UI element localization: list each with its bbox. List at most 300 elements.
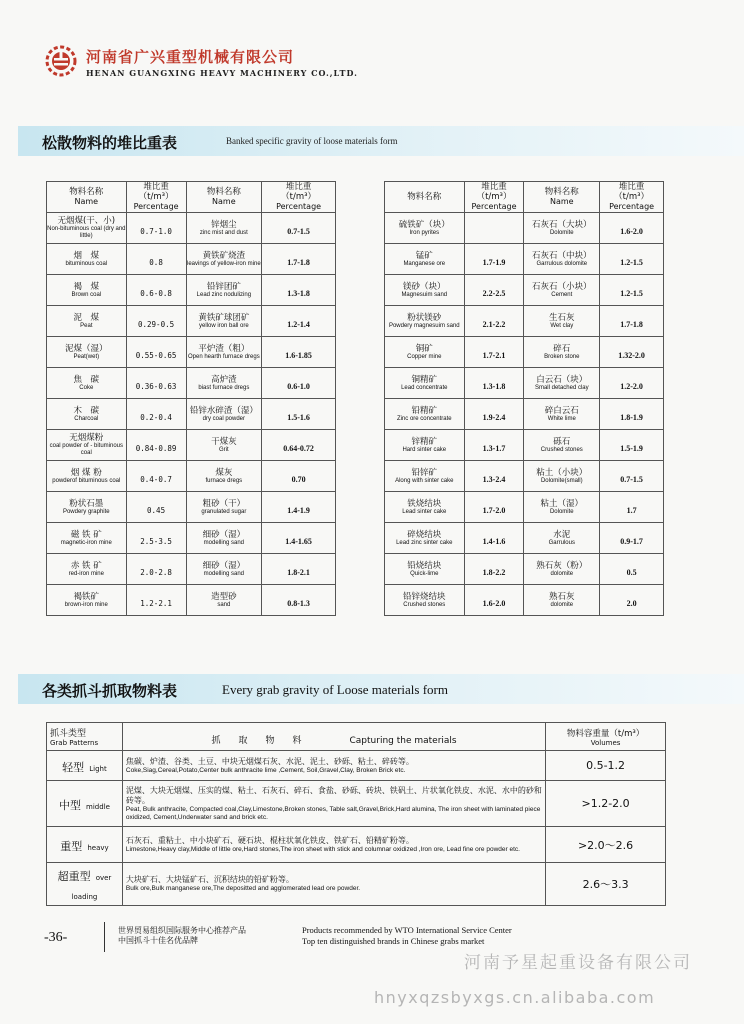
gravity-value-cell bbox=[126, 275, 186, 306]
gravity-value: 2.0 bbox=[626, 598, 637, 608]
gravity-value: 1.2-2.1 bbox=[140, 598, 172, 608]
material-name-cn: 硫铁矿（块） bbox=[398, 219, 450, 230]
gravity-value: 0.7-1.0 bbox=[140, 226, 172, 236]
grab-type-cell bbox=[47, 781, 123, 827]
material-name-cell bbox=[186, 430, 262, 461]
gravity-value: 0.2-0.4 bbox=[140, 412, 172, 422]
gravity-value: 1.2-1.5 bbox=[620, 288, 643, 298]
gravity-value-cell bbox=[600, 523, 664, 554]
gravity-value-cell bbox=[600, 275, 664, 306]
footer-cn bbox=[118, 926, 246, 946]
material-name-cell bbox=[186, 399, 262, 430]
material-name-cn: 白云石（块） bbox=[536, 374, 588, 385]
gravity-value-cell bbox=[126, 213, 186, 244]
table-row bbox=[385, 430, 664, 461]
material-name-cell bbox=[385, 244, 465, 275]
gravity-value-cell bbox=[464, 430, 524, 461]
material-name-cn: 粉状镁砂 bbox=[407, 312, 442, 323]
material-name-cn: 黄铁矿球团矿 bbox=[198, 312, 250, 323]
gravity-value: 0.4-0.7 bbox=[140, 474, 172, 484]
gravity-value-cell bbox=[600, 554, 664, 585]
material-name-cn: 碎烧结块 bbox=[407, 529, 442, 540]
material-name-cn: 熟石灰 bbox=[549, 591, 575, 602]
material-name-en: red-iron mine bbox=[68, 570, 104, 577]
company-name-en: HENAN GUANGXING HEAVY MACHINERY CO.,LTD. bbox=[86, 68, 358, 78]
material-name-cn: 高炉渣 bbox=[211, 374, 237, 385]
grab-type-cn: 中型 bbox=[58, 799, 81, 812]
material-name-cn: 铅锌水碎渣（湿） bbox=[189, 405, 258, 416]
material-name-cn: 黄铁矿烧渣 bbox=[202, 250, 246, 261]
gravity-value: 1.8-2.2 bbox=[482, 567, 506, 577]
material-name-en: bituminous coal bbox=[65, 260, 108, 267]
table-row bbox=[47, 751, 666, 781]
material-name-cell bbox=[47, 523, 127, 554]
table-row bbox=[385, 585, 664, 616]
gravity-value: 0.8-1.3 bbox=[287, 598, 310, 608]
material-name-cell bbox=[524, 461, 600, 492]
gravity-value: 1.7-2.0 bbox=[482, 505, 506, 515]
table-row bbox=[385, 244, 664, 275]
material-name-en: dry coal powder bbox=[202, 415, 246, 422]
gravity-value-cell bbox=[464, 244, 524, 275]
gravity-value-cell bbox=[600, 337, 664, 368]
materials-en: Coke,Siag,Cereal,Potato,Center bulk anthracite lime ,Cement, Soil,Gravel,Clay, Broken Brick etc. bbox=[125, 766, 406, 774]
material-name-cell bbox=[524, 430, 600, 461]
grab-type-cn: 轻型 bbox=[62, 761, 85, 774]
material-name-cn: 镁砂（块） bbox=[403, 281, 446, 292]
gravity-value: 0.55-0.65 bbox=[135, 350, 177, 360]
material-name-cn: 铅锌烧结块 bbox=[403, 591, 446, 602]
header-name: 物料名称 Name bbox=[47, 182, 127, 213]
table-header-row bbox=[47, 723, 666, 751]
gravity-value-cell bbox=[600, 399, 664, 430]
grab-type-cell bbox=[47, 751, 123, 781]
gravity-value: 1.6-2.0 bbox=[620, 226, 643, 236]
right-gravity-table bbox=[384, 181, 664, 616]
footer-en bbox=[302, 925, 512, 947]
materials-cn: 焦碳、炉渣、谷类、土豆、中块无烟煤石灰、水泥、泥土、砂砾、粘土、碎砖等。 bbox=[125, 756, 414, 766]
gravity-value-cell bbox=[464, 399, 524, 430]
gravity-value: 1.6-2.0 bbox=[482, 598, 506, 608]
material-name-cn: 粘土（湿） bbox=[540, 498, 584, 509]
watermark-url: hnyxqzsbyxgs.cn.alibaba.com bbox=[374, 988, 656, 1007]
material-name-en: coal powder of - bituminous coal bbox=[49, 443, 123, 456]
gravity-value-cell bbox=[464, 213, 524, 244]
header-name: 物料名称 Name bbox=[524, 182, 600, 213]
volume-cell: >1.2-2.0 bbox=[546, 781, 666, 827]
materials-cell bbox=[122, 751, 545, 781]
material-name-cell bbox=[186, 523, 262, 554]
material-name-en: Peat bbox=[80, 322, 93, 329]
material-name-en: Copper mine bbox=[407, 353, 442, 360]
material-name-cell bbox=[47, 399, 127, 430]
gravity-value: 1.7-1.8 bbox=[620, 319, 643, 329]
material-name-en: Brown coal bbox=[71, 291, 102, 298]
material-name-cell bbox=[186, 554, 262, 585]
material-name-en: Small detached clay bbox=[534, 384, 589, 391]
volume-cell: >2.0～2.6 bbox=[546, 827, 666, 863]
material-name-en: magnetic-iron mine bbox=[60, 539, 112, 546]
material-name-en: dolomite bbox=[550, 601, 574, 608]
material-name-cn: 干煤灰 bbox=[211, 436, 237, 447]
material-name-en: leavings of yellow-iron mine bbox=[186, 260, 261, 267]
materials-cn: 大块矿石、大块锰矿石、沉积结块的铅矿粉等。 bbox=[125, 875, 294, 884]
grab-type-cell bbox=[47, 827, 123, 863]
gravity-value-cell bbox=[262, 554, 336, 585]
material-name-cell bbox=[385, 492, 465, 523]
header-grab-patterns: 抓斗类型 Grab Patterns bbox=[47, 723, 123, 751]
footer-cn-line2: 中国抓斗十佳名优品牌 bbox=[118, 936, 198, 945]
material-name-en: Quick-lime bbox=[410, 570, 439, 577]
material-name-cell bbox=[47, 430, 127, 461]
material-name-cn: 细砂（湿） bbox=[202, 560, 246, 571]
table-row bbox=[47, 827, 666, 863]
header-percentage: 堆比重 （t/m³） Percentage bbox=[464, 182, 524, 213]
gravity-value-cell bbox=[126, 461, 186, 492]
gravity-value-cell bbox=[126, 585, 186, 616]
material-name-en: Coke bbox=[79, 384, 94, 391]
gravity-value: 0.5 bbox=[626, 567, 637, 577]
gravity-value-cell bbox=[464, 337, 524, 368]
gravity-value: 0.8 bbox=[149, 257, 163, 267]
grab-type-en: heavy bbox=[87, 844, 109, 852]
gravity-value: 0.36-0.63 bbox=[135, 381, 177, 391]
gravity-value-cell bbox=[262, 523, 336, 554]
material-name-en: Crushed stones bbox=[540, 446, 583, 453]
materials-en: Peat, Bulk anthracite, Compacted coal,Clay,Limestone,Broken stones, Table salt,Gravel,Brick,Hard alumina, The iron sheet with laminated piece oxidized, Cement,Underwater sand and brick etc. bbox=[125, 805, 541, 821]
header-name: 物料名称 bbox=[385, 182, 465, 213]
material-name-cell bbox=[524, 306, 600, 337]
gravity-value: 1.32-2.0 bbox=[618, 350, 645, 360]
gravity-value-cell bbox=[262, 399, 336, 430]
material-name-en: Manganese ore bbox=[403, 260, 446, 267]
grab-table bbox=[46, 722, 666, 906]
gravity-value-cell bbox=[464, 492, 524, 523]
material-name-cell bbox=[186, 337, 262, 368]
material-name-cn: 褐铁矿 bbox=[73, 591, 100, 602]
material-name-cell bbox=[524, 523, 600, 554]
gear-logo-icon bbox=[44, 44, 78, 78]
material-name-en: yellow iron ball ore bbox=[198, 322, 249, 329]
material-name-cell bbox=[47, 368, 127, 399]
gravity-value-cell bbox=[464, 554, 524, 585]
material-name-cell bbox=[524, 213, 600, 244]
material-name-en: Lead zinc sinter cake bbox=[396, 539, 453, 546]
materials-cell bbox=[122, 863, 545, 906]
page-number: -36- bbox=[44, 930, 68, 945]
gravity-value-cell bbox=[464, 368, 524, 399]
gravity-value: 1.4-1.9 bbox=[287, 505, 310, 515]
material-name-cn: 造型砂 bbox=[211, 591, 237, 602]
material-name-cn: 锌精矿 bbox=[411, 436, 438, 447]
gravity-value-cell bbox=[600, 461, 664, 492]
material-name-cell bbox=[385, 306, 465, 337]
material-name-cell bbox=[385, 461, 465, 492]
material-name-cell bbox=[385, 430, 465, 461]
materials-cn: 石灰石、重粘土、中小块矿石、硬石块、棍柱状氧化铁皮、铁矿石、铅精矿粉等。 bbox=[125, 835, 414, 845]
gravity-value: 1.8-2.1 bbox=[287, 567, 310, 577]
material-name-cell bbox=[47, 275, 127, 306]
header-percentage: 堆比重 （t/m³） Percentage bbox=[600, 182, 664, 213]
material-name-en: Dolomite(small) bbox=[540, 477, 583, 484]
gravity-value: 0.6-1.0 bbox=[287, 381, 310, 391]
material-name-cell bbox=[385, 368, 465, 399]
material-name-cell bbox=[385, 213, 465, 244]
gravity-value-cell bbox=[600, 306, 664, 337]
gravity-value-cell bbox=[262, 461, 336, 492]
table-row bbox=[47, 461, 336, 492]
material-name-cn: 褐 煤 bbox=[73, 281, 100, 292]
section2-title-en: Every grab gravity of Loose materials form bbox=[222, 682, 448, 697]
table-row bbox=[385, 492, 664, 523]
material-name-en: zinc mist and dust bbox=[199, 229, 248, 236]
material-name-en: biast furnace dregs bbox=[198, 384, 250, 391]
grab-type-cell bbox=[47, 863, 123, 906]
table-row bbox=[47, 337, 336, 368]
gravity-value: 0.70 bbox=[291, 474, 306, 484]
header-name: 物料名称 Name bbox=[186, 182, 262, 213]
gravity-value: 0.6-0.8 bbox=[140, 288, 172, 298]
gravity-value: 2.0-2.8 bbox=[140, 567, 172, 577]
watermark-company: 河南予星起重设备有限公司 bbox=[464, 953, 692, 973]
material-name-cell bbox=[186, 368, 262, 399]
table-row bbox=[47, 430, 336, 461]
table-row bbox=[47, 275, 336, 306]
table-row bbox=[47, 523, 336, 554]
material-name-cell bbox=[186, 244, 262, 275]
table-row bbox=[385, 399, 664, 430]
grab-type-en: over loading bbox=[71, 874, 112, 901]
gravity-value-cell bbox=[262, 368, 336, 399]
material-name-cell bbox=[385, 585, 465, 616]
material-name-cn: 铅锌团矿 bbox=[206, 281, 241, 292]
material-name-en: Dolomite bbox=[549, 229, 574, 236]
material-name-en: Magnesuim sand bbox=[401, 291, 448, 298]
gravity-value: 1.3-1.8 bbox=[287, 288, 310, 298]
material-name-cell bbox=[524, 275, 600, 306]
table-row bbox=[47, 781, 666, 827]
footer-cn-line1: 世界贸易组织国际服务中心推荐产品 bbox=[118, 926, 246, 935]
table-row bbox=[47, 213, 336, 244]
material-name-cn: 水泥 bbox=[553, 529, 571, 540]
table-row bbox=[47, 585, 336, 616]
material-name-en: Hard sinter cake bbox=[402, 446, 447, 453]
material-name-en: Zinc ore concentrate bbox=[396, 415, 452, 422]
gravity-value-cell bbox=[262, 492, 336, 523]
table-row bbox=[47, 492, 336, 523]
table-row bbox=[385, 213, 664, 244]
gravity-value: 0.84-0.89 bbox=[135, 443, 177, 453]
footer-en-line2: Top ten distinguished brands in Chinese grabs market bbox=[302, 936, 485, 946]
material-name-cell bbox=[385, 399, 465, 430]
gravity-value-cell bbox=[262, 585, 336, 616]
material-name-cn: 无烟煤(干、小) bbox=[57, 216, 116, 226]
gravity-value-cell bbox=[126, 399, 186, 430]
material-name-cell bbox=[524, 337, 600, 368]
footer-en-line1: Products recommended by WTO International Service Center bbox=[302, 925, 512, 935]
header-percentage: 堆比重 （t/m³） Percentage bbox=[262, 182, 336, 213]
material-name-cn: 泥煤（湿） bbox=[65, 343, 108, 354]
material-name-cell bbox=[186, 461, 262, 492]
material-name-cell bbox=[186, 585, 262, 616]
gravity-value: 1.3-1.7 bbox=[482, 443, 506, 453]
gravity-value-cell bbox=[262, 337, 336, 368]
table-header-row bbox=[385, 182, 664, 213]
table-row bbox=[47, 244, 336, 275]
materials-cell bbox=[122, 781, 545, 827]
gravity-value-cell bbox=[600, 430, 664, 461]
gravity-value-cell bbox=[464, 306, 524, 337]
material-name-cn: 细砂（湿） bbox=[202, 529, 246, 540]
gravity-value: 0.64-0.72 bbox=[283, 443, 314, 453]
material-name-cn: 木 碳 bbox=[73, 405, 100, 416]
material-name-cn: 煤灰 bbox=[215, 467, 233, 478]
material-name-en: Charcoal bbox=[74, 415, 99, 422]
volume-cell: 2.6～3.3 bbox=[546, 863, 666, 906]
gravity-value: 0.29-0.5 bbox=[138, 319, 175, 329]
material-name-en: powderof bituminous coal bbox=[52, 477, 121, 484]
gravity-value: 1.2-2.0 bbox=[620, 381, 643, 391]
table-row bbox=[385, 368, 664, 399]
material-name-en: Grit bbox=[219, 446, 229, 453]
material-name-en: Lead concentrate bbox=[401, 384, 448, 391]
material-name-cell bbox=[47, 492, 127, 523]
material-name-en: Lead zinc nodulizing bbox=[196, 291, 252, 298]
table-row bbox=[385, 337, 664, 368]
material-name-cn: 焦 碳 bbox=[73, 374, 100, 385]
table-row bbox=[47, 554, 336, 585]
material-name-en: Open hearth furnace dregs bbox=[187, 353, 260, 360]
grab-type-cn: 重型 bbox=[60, 840, 83, 853]
material-name-en: Peat(wet) bbox=[73, 353, 100, 360]
gravity-value-cell bbox=[126, 430, 186, 461]
material-name-cn: 赤 铁 矿 bbox=[70, 560, 102, 571]
gravity-value: 1.5-1.6 bbox=[287, 412, 310, 422]
gravity-value-cell bbox=[126, 368, 186, 399]
material-name-cn: 铅烧结块 bbox=[407, 560, 442, 571]
gravity-value-cell bbox=[600, 244, 664, 275]
material-name-cn: 泥 煤 bbox=[73, 312, 100, 323]
left-gravity-table bbox=[46, 181, 336, 616]
material-name-cn: 碎白云石 bbox=[544, 405, 579, 416]
material-name-cn: 烟 煤 bbox=[73, 250, 100, 261]
material-name-cn: 生石灰 bbox=[549, 312, 575, 323]
gravity-value-cell bbox=[464, 461, 524, 492]
material-name-en: granulated sugar bbox=[201, 508, 247, 515]
material-name-cn: 石灰石（小块） bbox=[532, 281, 592, 292]
material-name-en: Garrulous bbox=[548, 539, 575, 546]
gravity-value: 1.5-1.9 bbox=[620, 443, 643, 453]
gravity-value: 1.3-2.4 bbox=[482, 474, 506, 484]
gravity-value-cell bbox=[464, 275, 524, 306]
gravity-value-cell bbox=[126, 492, 186, 523]
material-name-en: White lime bbox=[547, 415, 576, 422]
header-percentage: 堆比重 （t/m³） Percentage bbox=[126, 182, 186, 213]
material-name-cell bbox=[47, 461, 127, 492]
material-name-cell bbox=[385, 337, 465, 368]
material-name-cn: 粉状石墨 bbox=[69, 498, 104, 509]
material-name-en: dolomite bbox=[550, 570, 574, 577]
material-name-cn: 石灰石（中块） bbox=[532, 250, 592, 261]
volume-cell: 0.5-1.2 bbox=[546, 751, 666, 781]
material-name-cell bbox=[47, 585, 127, 616]
gravity-value: 1.3-1.8 bbox=[482, 381, 506, 391]
material-name-cell bbox=[186, 213, 262, 244]
materials-en: Limestone,Heavy clay,Middle of little ore,Hard stones,The iron sheet with stick and columnar oxidized ,Iron ore, Lead fine ore powder etc. bbox=[125, 845, 520, 853]
materials-cn: 泥煤、大块无烟煤、压实的煤、粘土、石灰石、碎石、食盐、砂砾、砖块、铁矾土、片状氧化铁皮、水泥、水中的砂和砖等。 bbox=[125, 785, 542, 805]
material-name-cell bbox=[524, 554, 600, 585]
material-name-cn: 石灰石（大块） bbox=[532, 219, 592, 230]
gravity-value-cell bbox=[126, 554, 186, 585]
grab-type-en: middle bbox=[86, 803, 110, 811]
material-name-cn: 无烟煤粉 bbox=[69, 433, 104, 443]
table-row bbox=[385, 461, 664, 492]
gravity-value-cell bbox=[600, 492, 664, 523]
gravity-value-cell bbox=[262, 244, 336, 275]
table-row bbox=[47, 368, 336, 399]
material-name-en: brown-iron mine bbox=[64, 601, 108, 608]
table-row bbox=[47, 399, 336, 430]
gravity-value-cell bbox=[126, 244, 186, 275]
material-name-cell bbox=[186, 275, 262, 306]
material-name-en: Crushed stones bbox=[403, 601, 446, 608]
material-name-en: Broken stone bbox=[544, 353, 580, 360]
material-name-en: Wet clay bbox=[550, 322, 574, 329]
material-name-cell bbox=[47, 244, 127, 275]
gravity-value: 1.4-1.6 bbox=[482, 536, 506, 546]
material-name-cell bbox=[524, 368, 600, 399]
gravity-value: 2.5-3.5 bbox=[140, 536, 172, 546]
gravity-value-cell bbox=[464, 585, 524, 616]
gravity-value-cell bbox=[126, 337, 186, 368]
material-name-en: Dolomite bbox=[549, 508, 574, 515]
material-name-cn: 磁 铁 矿 bbox=[70, 529, 102, 540]
gravity-value: 1.7-2.1 bbox=[482, 350, 506, 360]
material-name-en: Powdery graphite bbox=[62, 508, 110, 515]
gravity-value-cell bbox=[600, 368, 664, 399]
materials-en: Bulk ore,Bulk manganese ore,The depositted and agglomerated lead ore powder. bbox=[125, 885, 361, 892]
material-name-cn: 碎石 bbox=[553, 343, 571, 354]
material-name-cn: 平炉渣（粗） bbox=[198, 343, 250, 354]
gravity-value-cell bbox=[464, 523, 524, 554]
material-name-en: Cement bbox=[551, 291, 573, 298]
gravity-value: 1.2-1.4 bbox=[287, 319, 310, 329]
material-name-cell bbox=[47, 213, 127, 244]
material-name-en: modelling sand bbox=[203, 539, 245, 546]
material-name-en: Lead sinter cake bbox=[402, 508, 447, 515]
material-name-cell bbox=[385, 275, 465, 306]
material-name-cn: 粘土（小块） bbox=[536, 467, 588, 478]
gravity-value: 2.1-2.2 bbox=[482, 319, 506, 329]
material-name-cell bbox=[524, 492, 600, 523]
material-name-cn: 锌烟尘 bbox=[211, 219, 237, 230]
material-name-en: Along with sinter cake bbox=[395, 477, 454, 484]
material-name-cell bbox=[47, 337, 127, 368]
table-row bbox=[385, 275, 664, 306]
gravity-value: 1.2-1.5 bbox=[620, 257, 643, 267]
material-name-cell bbox=[186, 306, 262, 337]
gravity-value: 1.8-1.9 bbox=[620, 412, 643, 422]
gravity-value-cell bbox=[126, 306, 186, 337]
material-name-cn: 铜矿 bbox=[415, 343, 433, 354]
material-name-cn: 铜精矿 bbox=[411, 374, 438, 385]
material-name-cn: 砾石 bbox=[553, 436, 571, 447]
gravity-value: 1.9-2.4 bbox=[482, 412, 506, 422]
table-row bbox=[47, 863, 666, 906]
gravity-value-cell bbox=[262, 306, 336, 337]
material-name-cn: 铅锌矿 bbox=[411, 467, 438, 478]
material-name-cn: 烟 煤 粉 bbox=[70, 467, 102, 478]
